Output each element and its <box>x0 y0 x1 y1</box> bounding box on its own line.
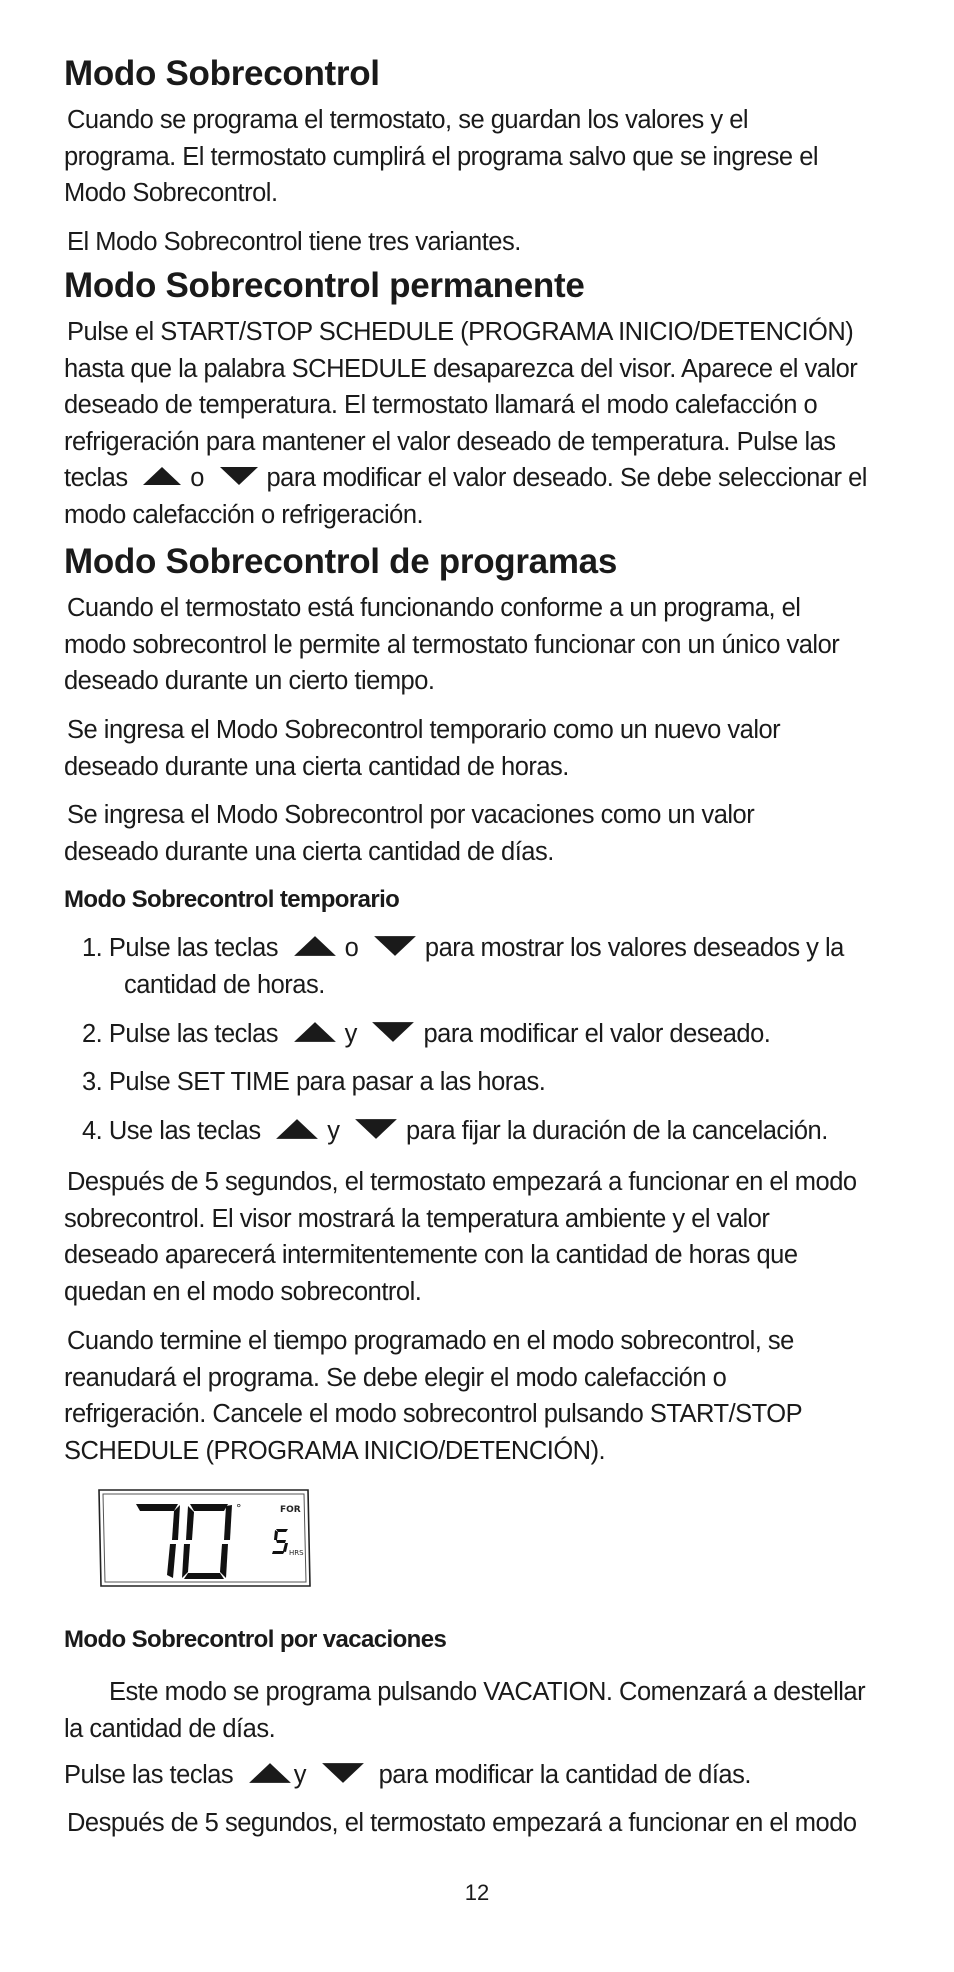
step-text: y <box>344 1020 357 1048</box>
page-number: 12 <box>464 1880 490 1905</box>
step-text: 1. Pulse las teclas <box>82 934 279 962</box>
vacation-paragraph-3 <box>64 1805 904 1842</box>
text-line: reanudará el programa. Se debe elegir el modo calefacción o <box>64 1363 727 1392</box>
text-line: El Modo Sobrecontrol tiene tres variantes. <box>67 228 521 256</box>
text-line: deseado durante un cierto tiempo. <box>64 667 435 695</box>
for-label: FOR <box>280 1505 301 1515</box>
text-line: Modo Sobrecontrol. <box>64 179 278 207</box>
text-line <box>64 460 904 497</box>
step-3: 3. Pulse SET TIME para pasar a las horas. <box>82 1068 546 1096</box>
vacation-paragraph-2 <box>64 1757 904 1794</box>
step-2 <box>82 1016 770 1053</box>
intro-paragraph <box>64 102 904 212</box>
text-fragment: para modificar el valor deseado. Se debe seleccionar el <box>266 464 867 492</box>
step-text: 4. Use las teclas <box>82 1117 261 1145</box>
text-line: deseado durante una cierta cantidad de horas. <box>64 752 569 781</box>
text-line: hasta que la palabra SCHEDULE desaparezca del visor. Aparece el valor <box>64 354 858 383</box>
heading-program-override: Modo Sobrecontrol de programas <box>64 542 617 581</box>
down-arrow-icon <box>321 1762 365 1784</box>
text-line: deseado de temperatura. El termostato llamará el modo calefacción o <box>64 391 818 419</box>
text-fragment: y <box>293 1761 307 1789</box>
down-arrow-icon <box>354 1118 398 1140</box>
heading-vacation-override: Modo Sobrecontrol por vacaciones <box>64 1626 447 1653</box>
text-fragment: Pulse las teclas <box>64 1761 234 1789</box>
text-line: deseado durante una cierta cantidad de días. <box>64 837 554 866</box>
text-line: Después de 5 segundos, el termostato empezará a funcionar en el modo <box>67 1168 857 1196</box>
step-text: para mostrar los valores deseados y la <box>424 934 844 962</box>
heading-permanent-override: Modo Sobrecontrol permanente <box>64 266 585 305</box>
step-1 <box>82 930 844 967</box>
text-line: Pulse el START/STOP SCHEDULE (PROGRAMA INICIO/DETENCIÓN) <box>67 318 854 346</box>
intro-variants-paragraph <box>64 224 904 261</box>
text-line: Este modo se programa pulsando VACATION. Comenzará a destellar <box>109 1678 866 1706</box>
text-line: programa. El termostato cumplirá el programa salvo que se ingrese el <box>64 142 819 171</box>
up-arrow-icon <box>293 935 337 957</box>
up-arrow-icon <box>248 1762 292 1784</box>
text-line: SCHEDULE (PROGRAMA INICIO/DETENCIÓN). <box>64 1436 606 1465</box>
text-line: Cuando termine el tiempo programado en el modo sobrecontrol, se <box>67 1327 794 1355</box>
vacation-paragraph-1 <box>64 1674 904 1747</box>
text-line: Cuando se programa el termostato, se guardan los valores y el <box>67 106 749 134</box>
text-line: Se ingresa el Modo Sobrecontrol temporario como un nuevo valor <box>67 716 781 744</box>
step-text: para fijar la duración de la cancelación. <box>406 1117 828 1145</box>
temporary-after-paragraph <box>64 1164 904 1310</box>
step-text: para modificar el valor deseado. <box>423 1020 771 1048</box>
text-line: Después de 5 segundos, el termostato empezará a funcionar en el modo <box>67 1809 857 1837</box>
text-fragment: teclas <box>64 464 128 492</box>
thermostat-display-illustration <box>96 1488 312 1588</box>
step-4 <box>82 1113 828 1150</box>
program-paragraph-2 <box>64 712 904 785</box>
permanent-paragraph <box>64 314 904 533</box>
step-1-continuation: cantidad de horas. <box>124 971 325 999</box>
text-fragment: para modificar la cantidad de días. <box>378 1761 751 1789</box>
step-text: o <box>344 934 359 962</box>
step-text: 2. Pulse las teclas <box>82 1020 279 1048</box>
text-line: sobrecontrol. El visor mostrará la temperatura ambiente y el valor <box>64 1204 770 1233</box>
text-fragment: o <box>190 464 204 492</box>
text-line: modo sobrecontrol le permite al termostato funcionar con un único valor <box>64 630 840 659</box>
text-line: modo calefacción o refrigeración. <box>64 500 424 529</box>
up-arrow-icon <box>275 1118 319 1140</box>
text-line: deseado aparecerá intermitentemente con la cantidad de horas que <box>64 1241 798 1269</box>
step-text: y <box>327 1117 340 1145</box>
heading-temporary-override: Modo Sobrecontrol temporario <box>64 886 400 913</box>
hrs-label: HRS <box>289 1549 304 1557</box>
text-line: refrigeración. Cancele el modo sobrecontrol pulsando START/STOP <box>64 1400 803 1428</box>
text-line: la cantidad de días. <box>64 1714 276 1743</box>
text-line: quedan en el modo sobrecontrol. <box>64 1277 422 1306</box>
program-paragraph-1 <box>64 590 904 700</box>
down-arrow-icon <box>373 935 417 957</box>
text-line: Cuando el termostato está funcionando conforme a un programa, el <box>67 594 801 622</box>
up-arrow-icon <box>142 466 182 486</box>
text-line: Se ingresa el Modo Sobrecontrol por vacaciones como un valor <box>67 801 755 829</box>
down-arrow-icon <box>371 1021 415 1043</box>
up-arrow-icon <box>293 1021 337 1043</box>
degree-symbol: ° <box>236 1502 242 1515</box>
temporary-end-paragraph <box>64 1323 904 1469</box>
text-line: refrigeración para mantener el valor deseado de temperatura. Pulse las <box>64 427 836 456</box>
heading-override-mode: Modo Sobrecontrol <box>64 54 380 93</box>
program-paragraph-3 <box>64 797 904 870</box>
down-arrow-icon <box>219 466 259 486</box>
text-line <box>64 1757 904 1794</box>
